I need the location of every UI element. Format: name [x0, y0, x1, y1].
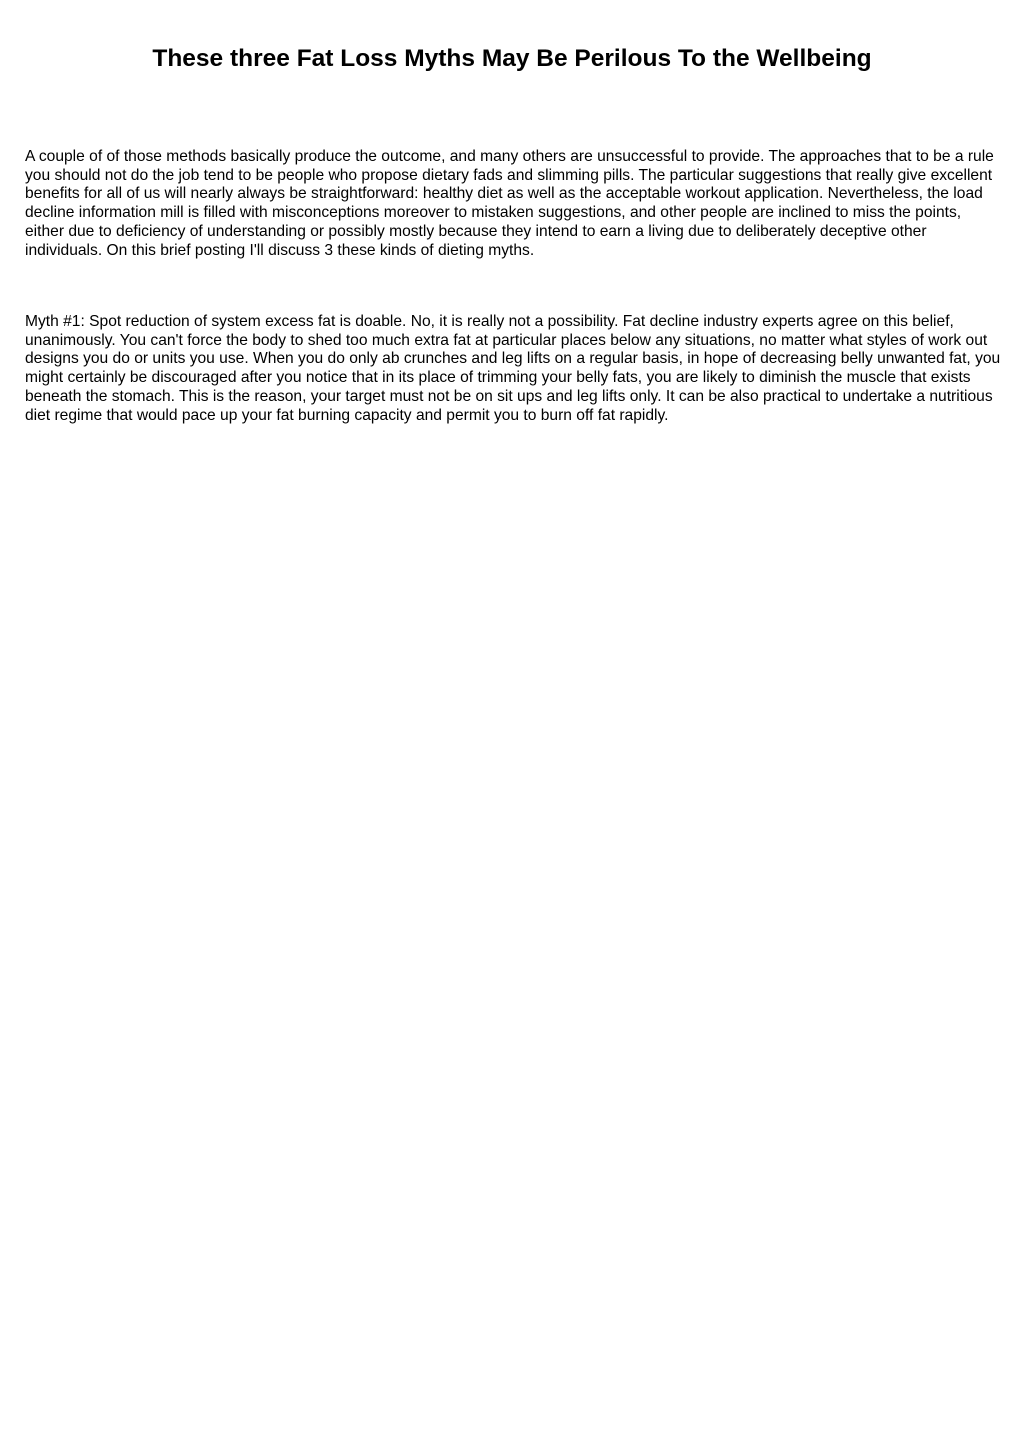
paragraph-myth-1: Myth #1: Spot reduction of system excess fat is doable. No, it is really not a possibility. Fat decline industry experts agree on this belief, unanimously. You can't force the body to shed too much extra fat at particular places below any situations, no matter what styles of work out designs you do or units you use. When you do only ab crunches and leg lifts on a regular basis, in hope of decreasing belly unwanted fat, you might certainly be discouraged after you notice that in its place of trimming your belly fats, you are likely to diminish the muscle that exists beneath the stomach. This is the reason, your target must not be on sit ups and leg lifts only. It can be also practical to undertake a nutritious diet regime that would pace up your fat burning capacity and permit you to burn off fat rapidly.	[25, 313, 1001, 424]
page-title: These three Fat Loss Myths May Be Perilous To the Wellbeing	[152, 45, 872, 72]
paragraph-intro: A couple of of those methods basically produce the outcome, and many others are unsuccessful to provide. The approaches that to be a rule you should not do the job tend to be people who propose dietary fads and slimming pills. The particular suggestions that really give excellent benefits for all of us will nearly always be straightforward: healthy diet as well as the acceptable workout application. Nevertheless, the load decline information mill is filled with misconceptions moreover to mistaken suggestions, and other people are inclined to miss the points, either due to deficiency of understanding or possibly mostly because they intend to earn a living due to deliberately deceptive other individuals. On this brief posting I'll discuss 3 these kinds of dieting myths.	[25, 148, 994, 259]
